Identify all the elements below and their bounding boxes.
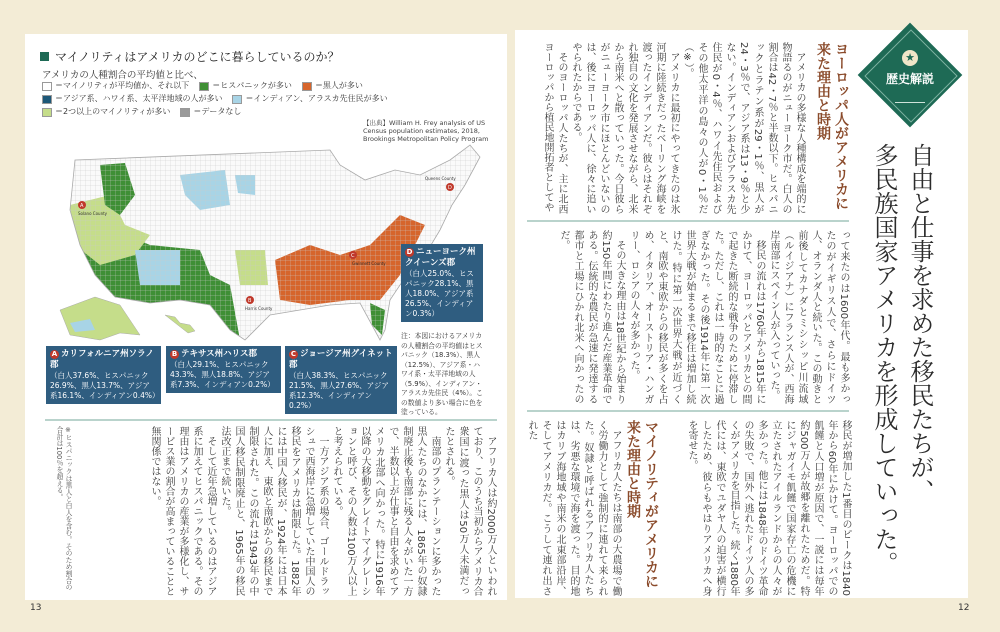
paragraph: アメリカの多様な人種構成を端的に物語るのがニューヨーク市だ。白人の割合は42・7％と半数以下。ヒスパニックとラテン系が29・1％、黒人が24・3％で、アジア系は13・9％と少ない。インディアンおよびアラスカ先住民が0・4％、ハワイ先住民およびその他太平洋の島々の人が0・1％だ（※）。: [682, 42, 805, 214]
legend-label: ＝マイノリティが平均値か、それ以下: [55, 81, 190, 90]
callout-b: [166, 346, 281, 393]
legend-item-nodata: [180, 107, 241, 117]
section-heading-europeans: ヨーロッパ人がアメリカに来た理由と時期: [815, 42, 849, 210]
legend-item-hispanic: [199, 81, 292, 91]
callout-text: （白人38.3%、ヒスパニック21.5%、黒人27.6%、アジア系12.3%、インディアン0.2%）: [289, 371, 389, 410]
map-label-a: Solano County: [78, 211, 108, 216]
legend-label: ＝インディアン、アラスカ先住民が多い: [245, 94, 388, 103]
paragraph: って来たのは1600年代。最も多かったのがイギリス人で、さらにドイツ人、オランダ人と続いた。この動きと前後してカナダとミシシッピ川流域（ルイジアナ）にフランス人が、西海岸南部にスペイン人が入っていった。: [768, 230, 849, 404]
map-label-b: Harris County: [245, 306, 273, 311]
legend-label: ＝ヒスパニックが多い: [212, 81, 292, 90]
map-legend: [42, 81, 500, 117]
map-label-c: Gwinnett County: [352, 261, 386, 266]
callout-c: [285, 346, 397, 414]
page-title-line2: 多民族国家アメリカを形成していった。: [870, 143, 898, 575]
callout-text: （白人37.6%、ヒスパニック26.9%、黒人13.7%、アジア系16.1%、インディアン0.4%）: [50, 371, 160, 400]
source-credit: 【出典】William H. Frey analysis of US Census population estimates, 2018, Brookings Metropolitan Policy Program: [363, 119, 489, 143]
callout-a: [46, 346, 161, 404]
legend-item-indian: [232, 94, 387, 104]
section-heading-minorities: マイノリティがアメリカに来た理由と時期: [625, 420, 659, 588]
callout-title: テキサス州ハリス郡: [181, 349, 257, 359]
divider: [527, 410, 849, 412]
figure-title: [40, 48, 340, 65]
callout-text: （白人29.1%、ヒスパニック43.3%、黒人18.8%、アジア系7.3%、インディアン0.2%）: [170, 360, 275, 389]
legend-swatch: [42, 95, 52, 104]
paragraph: その大きな理由は18世紀から始まり約150年間にわたり進んだ産業革命である。伝統的な農民が急速に発達する都市と工場にひかれ北米へ向かったのだ。: [558, 230, 625, 404]
star-icon: ★: [902, 50, 918, 66]
legend-item-multiple: [42, 107, 170, 117]
paragraph: そのヨーロッパ人たちが、主に北西ヨーロッパから植民地開拓者としてや: [542, 42, 567, 214]
page-title-line1: 自由と仕事を求めた移民たちが、: [906, 143, 934, 503]
square-bullet-icon: [40, 52, 49, 61]
legend-swatch: [302, 82, 312, 91]
figure-subtitle: アメリカの人種割合の平均値と比べ、: [42, 70, 203, 81]
paragraph: 移民が増加した1番目のピークは1840年から60年にかけて。ヨーロッパでの飢饉と人口増が原因で、一説には毎年約500万人が故郷を離れたためだ。特にジャガイモ飢饉で国家存亡の危機に立たされたアイルランドからの人々が多かった。他には1848年のドイツ革命の失敗で、国外へ逃れたドイツ人の多くがアメリカを目指した。続く1880年代には、東欧でユダヤ人の迫害が横行したため、彼らもやはりアメリカへ身を寄せた。: [686, 420, 851, 596]
alaska-shape: [60, 297, 140, 340]
letter-badge: A: [51, 350, 58, 358]
section1-body: [520, 42, 806, 214]
divider: [527, 220, 849, 222]
letter-badge: B: [171, 350, 178, 358]
section2-body: [522, 230, 850, 404]
svg-text:D: D: [448, 185, 452, 191]
paragraph: アフリカ人たちは南部の大農場で働く労働力として強制的に連れて来られた。奴隷と呼ばれるアフリカ人たちは、劣悪な環境で海を渡った。目的地はカリブ海地域や南米の北東部沿岸、そしてアメリカだ。こうして連れ出された: [526, 420, 621, 596]
legend-label: ＝黒人が多い: [314, 81, 363, 90]
letter-badge: D: [406, 248, 413, 256]
callout-title: ジョージア州グイネット郡: [289, 349, 393, 370]
legend-label: ＝アジア系、ハワイ系、太平洋地域の人が多い: [55, 94, 223, 103]
legend-swatch: [232, 95, 242, 104]
map-label-d: Queens County: [425, 176, 456, 181]
legend-item-asian: [42, 94, 222, 104]
svg-text:C: C: [351, 253, 355, 259]
legend-swatch: [42, 82, 52, 91]
legend-label: ＝データなし: [193, 107, 242, 116]
paragraph: アフリカ人は約2000万人といわれており、このうち当初からアメリカ合衆国に渡った黒人は50万人未満だったとされる。: [443, 426, 496, 596]
badge-rule: [895, 102, 925, 103]
callout-d: [401, 244, 483, 322]
paragraph: 移民の流れは1760年から1815年にかけて、ヨーロッパとアメリカとの間で起きた断続的な戦争のために停滞した。ただし、これは一時的なことに過ぎなかった。その後1914年に第一次世界大戦が始まるまで移住は増加し続けた。特に第一次世界大戦が近づくと、南欧や東欧からの移民が多くを占め、イタリア、オーストリア・ハンガリー、ロシアの人々が多かった。: [628, 230, 765, 404]
legend-item-black: [302, 81, 363, 91]
legend-swatch: [42, 108, 52, 117]
callout-text: （白人25.0%、ヒスパニック28.1%、黒人18.0%、アジア系26.5%、インディアン0.3%）: [405, 269, 474, 318]
section3-body: [662, 420, 852, 596]
svg-text:A: A: [80, 203, 84, 209]
legend-item-average: [42, 81, 189, 91]
figure-title-text: マイノリティはアメリカのどこに暮らしているのか？: [55, 50, 340, 64]
footnote: ※ヒスパニックは黒人と白人を含む。そのため割合の合計は100％を超える。: [55, 426, 72, 591]
callout-title: カリフォルニア州ソラノ郡: [50, 349, 154, 370]
page-number-right: 12: [958, 603, 970, 613]
legend-swatch: [199, 82, 209, 91]
legend-swatch: [180, 108, 190, 117]
callout-title: ニューヨーク州クイーンズ郡: [405, 247, 476, 268]
svg-text:B: B: [248, 298, 252, 304]
figure-note: 注：本図におけるアメリカの人種割合の平均値はヒスパニック（18.3%）、黒人（12.5%）、アジア系・ハワイ系・太平洋地域の人（5.9%）、インディアン・アラスカ先住民（4%）。この数値より多い場合に色を塗っている。: [401, 332, 483, 416]
paragraph: 一方アジア系の場合、ゴールドラッシュで西海岸に急増していた中国人の移民をアメリカは制限した。1882年には中国人移民が、1924年には日本人に加え、東欧と南欧からの移民まで制限された。この流れは1943年の中国人移民制限廃止と、1965年の移民法改正まで続いた。: [219, 426, 328, 596]
legend-label: ＝2つ以上のマイノリティが多い: [55, 107, 171, 116]
letter-badge: C: [290, 350, 297, 358]
history-badge-label: 歴史解説: [885, 72, 934, 86]
hawaii-shape: [165, 315, 195, 333]
paragraph: 南部のプランテーションに多かった黒人たちのなかには、1865年の奴隷制廃止後も南部に残る人々がいた一方で、半数以上が仕事と自由を求めてアメリカ北部へ向かった。特に1916年以降の大移動をグレイトマイグレーションと呼び、その人数は100万人以上と考えられている。: [331, 426, 440, 596]
left-body-text: [80, 426, 497, 596]
divider: [45, 419, 497, 421]
paragraph: アメリカに最初にやってきたのは氷河期に陸続きだったベーリング海峡を渡ったインディアンだ。彼らはそれぞれ独自の文化を発展させながら、北米から南米へと散っていった。今日彼らがニューヨーク市にほとんどいないのは、後にヨーロッパ人に、徐々に追いやられたからである。: [570, 42, 679, 214]
section3-body-continued: [518, 420, 622, 596]
paragraph: そして近年急増しているのはアジア系に加えてヒスパニックである。その理由はアメリカの産業が多様化し、サービス業の割合が高まっていることと無関係ではない。: [149, 426, 216, 596]
page-number-left: 13: [30, 603, 42, 613]
